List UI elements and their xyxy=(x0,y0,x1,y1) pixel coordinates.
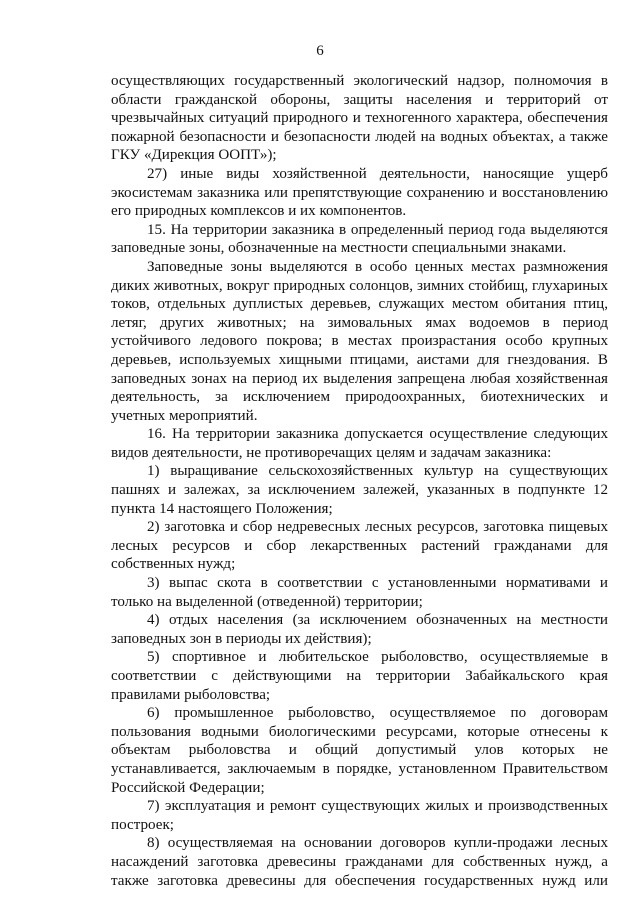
clause-15: 15. На территории заказника в определенный период года выделяются заповедные зоны, обозначенные на местности специальными знаками. xyxy=(111,221,608,257)
paragraph-continuation: осуществляющих государственный экологический надзор, полномочия в области гражданской обороны, защиты населения и территорий от чрезвычайных ситуаций природного и техногенного характера, обеспечения пожарной безопасности и безопасности людей на водных объектах, а также ГКУ «Дирекция ООПТ»); xyxy=(111,73,608,164)
list-item-2: 2) заготовка и сбор недревесных лесных ресурсов, заготовка пищевых лесных ресурсов и сбор лекарственных растений гражданами для собственных нужд; xyxy=(111,519,608,573)
paragraph-reserved-zones: Заповедные зоны выделяются в особо ценных местах размножения диких животных, вокруг природных солонцов, зимних стойбищ, глухариных токов, отдельных дуплистых деревьев, служащих местом обитания птиц, летяг, других животных; на зимовальных ямах водоемов в период устойчивого ледового покрова; в местах произрастания особо крупных деревьев, используемых хищными птицами, аистами для гнездования. В заповедных зонах на период их выделения запрещена любая хозяйственная деятельность, за исключением природоохранных, биотехнических и учетных мероприятий. xyxy=(111,258,608,424)
list-item-3: 3) выпас скота в соответствии с установленными нормативами и только на выделенной (отведенной) территории; xyxy=(111,575,608,610)
list-item-27: 27) иные виды хозяйственной деятельности, наносящие ущерб экосистемам заказника или препятствующие сохранению и восстановлению его природных комплексов и их компонентов. xyxy=(111,165,608,220)
list-item-5: 5) спортивное и любительское рыболовство, осуществляемые в соответствии с действующими на территории Забайкальского края правилами рыболовства; xyxy=(111,649,608,703)
list-item-7: 7) эксплуатация и ремонт существующих жилых и производственных построек; xyxy=(111,798,608,833)
clause-16: 16. На территории заказника допускается осуществление следующих видов деятельности, не противоречащих целям и задачам заказника: xyxy=(111,426,608,461)
list-item-6: 6) промышленное рыболовство, осуществляемое по договорам пользования водными биологическими ресурсами, которые отнесены к объектам рыболовства и общий допустимый улов которых не устанавливается, заключаемым в порядке, установленном Правительством Российской Федерации; xyxy=(111,705,608,796)
list-item-8: 8) осуществляемая на основании договоров купли-продажи лесных насаждений заготовка древесины гражданами для собственных нужд, а также заготовка древесины для обеспечения государственных нужд или xyxy=(111,835,608,889)
list-item-4: 4) отдых населения (за исключением обозначенных на местности заповедных зон в периоды их действия); xyxy=(111,612,608,647)
list-item-1: 1) выращивание сельскохозяйственных культур на существующих пашнях и залежах, за исключением залежей, указанных в подпункте 12 пункта 14 настоящего Положения; xyxy=(111,463,608,517)
page-number: 6 xyxy=(316,43,324,59)
document-body xyxy=(111,72,608,890)
